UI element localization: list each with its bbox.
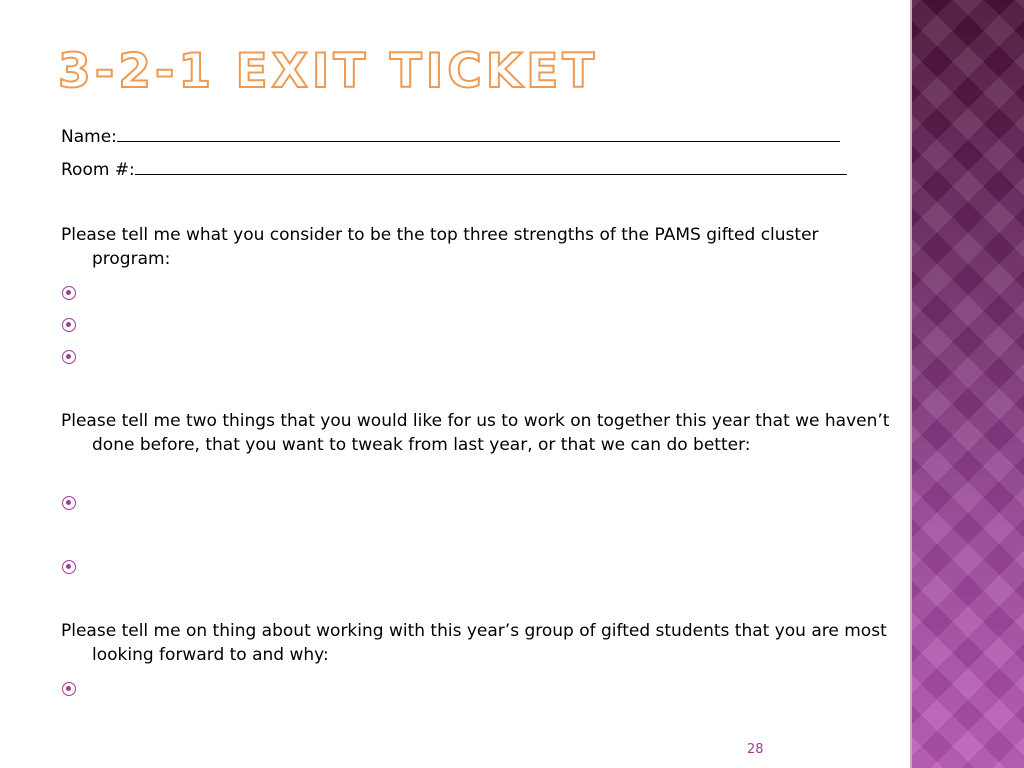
decorative-side-panel	[912, 0, 1024, 768]
radio-bullet-icon	[62, 682, 76, 696]
room-blank-line	[135, 159, 847, 175]
name-field	[61, 126, 840, 148]
radio-bullet-icon	[62, 286, 76, 300]
page-number: 28	[747, 742, 764, 757]
question-strengths: Please tell me what you consider to be the top three strengths of the PAMS gifted cluster program:	[61, 225, 819, 269]
name-label: Name:	[61, 127, 117, 147]
question-looking-forward: Please tell me on thing about working with this year’s group of gifted students that you are most looking forward to and why:	[61, 621, 887, 665]
radio-bullet-icon	[62, 318, 76, 332]
question-improvements: Please tell me two things that you would like for us to work on together this year that we haven’t done before, that you want to tweak from last year, or that we can do better:	[61, 411, 890, 455]
room-field	[61, 159, 847, 181]
slide-title: 3-2-1 EXIT TICKET	[58, 44, 599, 99]
radio-bullet-icon	[62, 560, 76, 574]
room-label: Room #:	[61, 160, 135, 180]
name-blank-line	[117, 126, 840, 142]
radio-bullet-icon	[62, 350, 76, 364]
radio-bullet-icon	[62, 496, 76, 510]
